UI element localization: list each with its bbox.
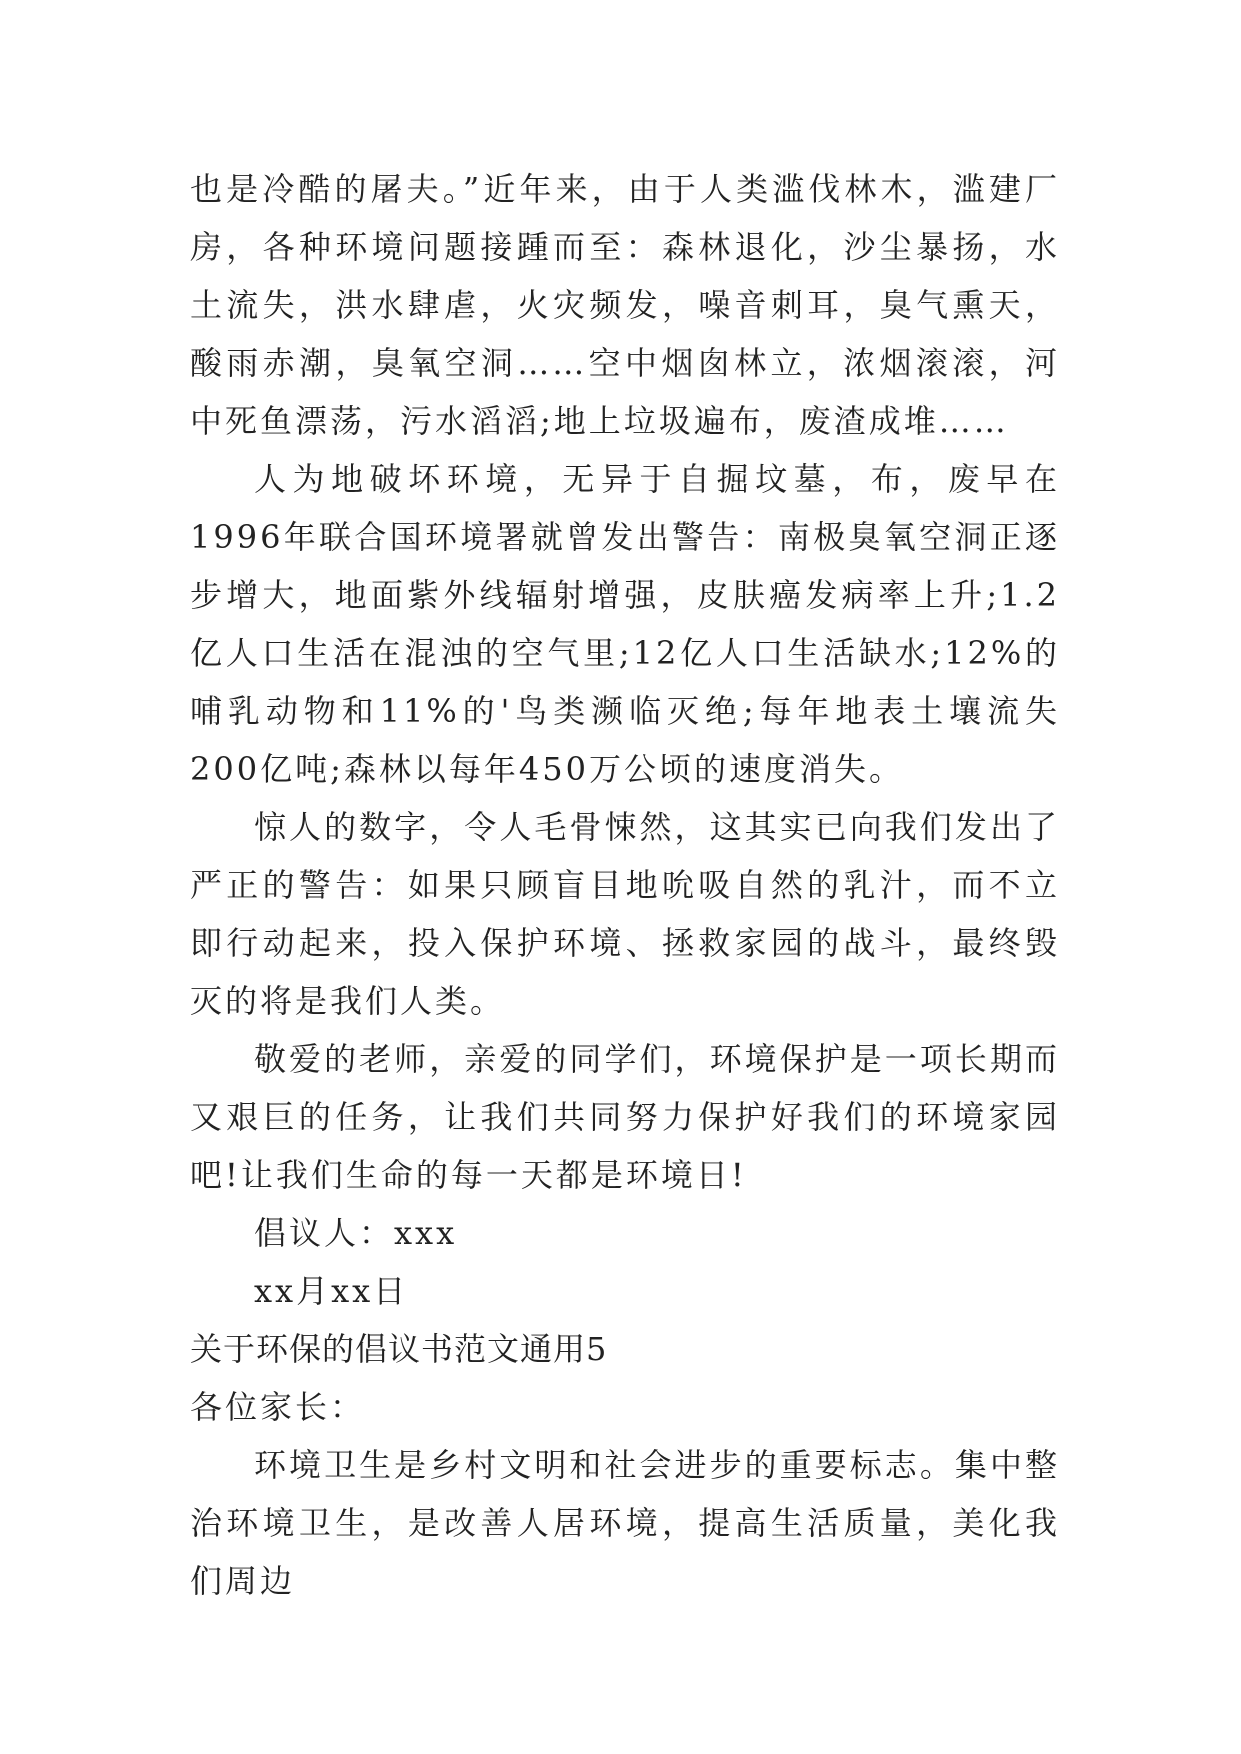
paragraph-warning-statistics: 人为地破坏环境，无异于自掘坟墓，布，废早在1996年联合国环境署就曾发出警告：南极臭氧空洞正逐步增大，地面紫外线辐射增强，皮肤癌发病率上升;1.2亿人口生活在混浊的空气里;12亿人口生活缺水;12%的哺乳动物和11%的'鸟类濒临灭绝;每年地表土壤流失200亿吨;森林以每年450万公顷的速度消失。: [190, 460, 1060, 788]
signature-initiator: 倡议人：xxx: [254, 1214, 458, 1252]
paragraph-environment-problems: 也是冷酷的屠夫。”近年来，由于人类滥伐林木，滥建厂房，各种环境问题接踵而至：森林退化，沙尘暴扬，水土流失，洪水肆虐，火灾频发，噪音刺耳，臭气熏天，酸雨赤潮，臭氧空洞……空中烟囱林立，浓烟滚滚，河中死鱼漂荡，污水滔滔;地上垃圾遍布，废渣成堆……: [190, 170, 1060, 440]
paragraph-call-to-action: 惊人的数字，令人毛骨悚然，这其实已向我们发出了严正的警告：如果只顾盲目地吮吸自然的乳汁，而不立即行动起来，投入保护环境、拯救家园的战斗，最终毁灭的将是我们人类。: [190, 808, 1060, 1020]
document-body: [190, 160, 1060, 1610]
paragraph-appeal: 敬爱的老师，亲爱的同学们，环境保护是一项长期而又艰巨的任务，让我们共同努力保护好我们的环境家园吧!让我们生命的每一天都是环境日!: [190, 1040, 1060, 1194]
paragraph-hygiene-intro: 环境卫生是乡村文明和社会进步的重要标志。集中整治环境卫生，是改善人居环境，提高生活质量，美化我们周边: [190, 1446, 1060, 1600]
salutation: 各位家长：: [190, 1388, 366, 1426]
signature-date: xx月xx日: [254, 1272, 409, 1310]
section-title: 关于环保的倡议书范文通用5: [190, 1330, 608, 1368]
